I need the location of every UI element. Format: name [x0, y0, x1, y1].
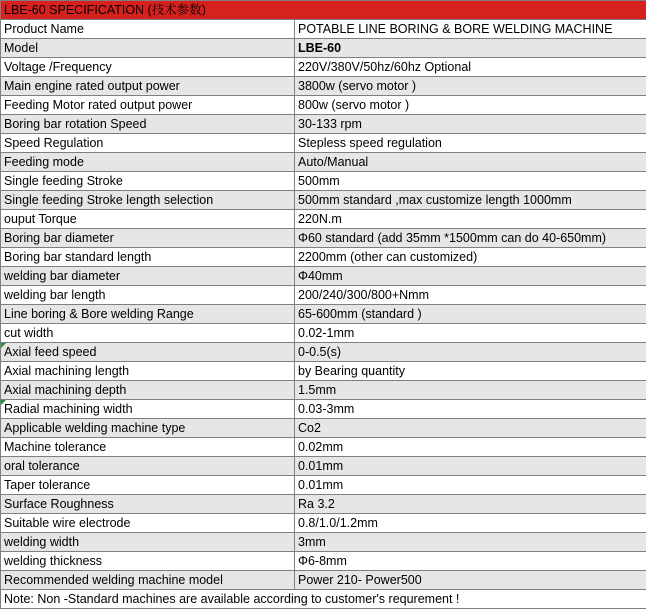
spec-label: Single feeding Stroke length selection: [1, 191, 295, 210]
spec-value: 500mm: [295, 172, 646, 191]
table-row: [1, 552, 646, 571]
table-title: LBE-60 SPECIFICATION (技术参数): [1, 1, 646, 20]
table-row: [1, 495, 646, 514]
spec-value: 65-600mm (standard ): [295, 305, 646, 324]
spec-label: Taper tolerance: [1, 476, 295, 495]
spec-value: Φ6-8mm: [295, 552, 646, 571]
spec-label: oral tolerance: [1, 457, 295, 476]
spec-value: 3mm: [295, 533, 646, 552]
spec-label: Radial machining width: [1, 400, 295, 419]
spec-value: 220N.m: [295, 210, 646, 229]
table-row: [1, 248, 646, 267]
spec-value: Φ40mm: [295, 267, 646, 286]
spec-label: Boring bar rotation Speed: [1, 115, 295, 134]
table-row: [1, 381, 646, 400]
spec-label: Speed Regulation: [1, 134, 295, 153]
footnote: Note: Non -Standard machines are available according to customer's requrement !: [1, 590, 646, 609]
table-row: [1, 172, 646, 191]
spec-value: 0.03-3mm: [295, 400, 646, 419]
table-row: [1, 229, 646, 248]
spec-value: 30-133 rpm: [295, 115, 646, 134]
table-row: [1, 153, 646, 172]
table-row: [1, 362, 646, 381]
spec-value: Co2: [295, 419, 646, 438]
table-row: [1, 58, 646, 77]
spec-label: ouput Torque: [1, 210, 295, 229]
spec-value: LBE-60: [295, 39, 646, 58]
spec-label: Machine tolerance: [1, 438, 295, 457]
spec-label: Recommended welding machine model: [1, 571, 295, 590]
spec-label: Line boring & Bore welding Range: [1, 305, 295, 324]
spec-label: Product Name: [1, 20, 295, 39]
spec-value: 0.8/1.0/1.2mm: [295, 514, 646, 533]
spec-label: Applicable welding machine type: [1, 419, 295, 438]
table-row: [1, 533, 646, 552]
spec-value: 0-0.5(s): [295, 343, 646, 362]
spec-label: Axial machining length: [1, 362, 295, 381]
spec-value: by Bearing quantity: [295, 362, 646, 381]
table-row: [1, 267, 646, 286]
spec-value: 2200mm (other can customized): [295, 248, 646, 267]
spec-label: cut width: [1, 324, 295, 343]
spec-value: 0.01mm: [295, 476, 646, 495]
spec-rows: [1, 20, 646, 590]
table-row: [1, 77, 646, 96]
spec-label: Boring bar standard length: [1, 248, 295, 267]
table-row: [1, 476, 646, 495]
table-row: [1, 438, 646, 457]
table-row: [1, 457, 646, 476]
note-row: [1, 590, 646, 609]
table-row: [1, 400, 646, 419]
table-row: [1, 571, 646, 590]
spec-value: Φ60 standard (add 35mm *1500mm can do 40-650mm): [295, 229, 646, 248]
spec-label: Feeding Motor rated output power: [1, 96, 295, 115]
table-row: [1, 134, 646, 153]
spec-label: Boring bar diameter: [1, 229, 295, 248]
spec-value: 0.01mm: [295, 457, 646, 476]
table-row: [1, 39, 646, 58]
spec-label: Main engine rated output power: [1, 77, 295, 96]
spec-value: Auto/Manual: [295, 153, 646, 172]
spec-value: 220V/380V/50hz/60hz Optional: [295, 58, 646, 77]
spec-value: 500mm standard ,max customize length 1000mm: [295, 191, 646, 210]
spec-value: POTABLE LINE BORING & BORE WELDING MACHINE: [295, 20, 646, 39]
spec-label: Surface Roughness: [1, 495, 295, 514]
spec-value: Ra 3.2: [295, 495, 646, 514]
spec-label: welding bar diameter: [1, 267, 295, 286]
spec-label: welding bar length: [1, 286, 295, 305]
spec-value: 200/240/300/800+Nmm: [295, 286, 646, 305]
spec-label: welding width: [1, 533, 295, 552]
spec-value: 800w (servo motor ): [295, 96, 646, 115]
table-row: [1, 514, 646, 533]
spec-label: Model: [1, 39, 295, 58]
table-row: [1, 305, 646, 324]
spec-value: 1.5mm: [295, 381, 646, 400]
table-row: [1, 419, 646, 438]
table-row: [1, 191, 646, 210]
table-row: [1, 210, 646, 229]
spec-label: Axial feed speed: [1, 343, 295, 362]
table-row: [1, 286, 646, 305]
spec-label: Voltage /Frequency: [1, 58, 295, 77]
table-row: [1, 96, 646, 115]
spec-value: 3800w (servo motor ): [295, 77, 646, 96]
spec-label: welding thickness: [1, 552, 295, 571]
spec-value: Power 210- Power500: [295, 571, 646, 590]
title-row: [1, 1, 646, 20]
table-row: [1, 324, 646, 343]
spec-value: 0.02-1mm: [295, 324, 646, 343]
table-row: [1, 343, 646, 362]
table-row: [1, 115, 646, 134]
table-row: [1, 20, 646, 39]
spec-label: Feeding mode: [1, 153, 295, 172]
spec-label: Single feeding Stroke: [1, 172, 295, 191]
spec-label: Suitable wire electrode: [1, 514, 295, 533]
spec-value: Stepless speed regulation: [295, 134, 646, 153]
spec-label: Axial machining depth: [1, 381, 295, 400]
spec-value: 0.02mm: [295, 438, 646, 457]
